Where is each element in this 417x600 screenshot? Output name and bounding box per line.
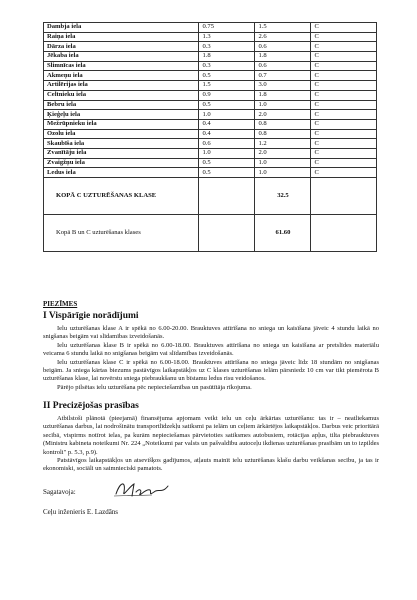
street-row [44,23,377,33]
street-name: Mežrūpnieku iela [44,119,199,129]
street-name: Celtnieku iela [44,90,199,100]
street-name: Skaubīša iela [44,139,199,149]
summary-empty-cell [311,178,377,215]
street-name: Dārza iela [44,42,199,52]
value-b: 2.0 [255,110,311,120]
street-name: Slimnīcas iela [44,61,199,71]
street-row [44,110,377,120]
value-b: 1.5 [255,23,311,33]
value-a: 0.5 [199,168,255,178]
value-b: 1.2 [255,139,311,149]
notes-heading: PIEZĪMES [43,300,78,308]
value-b: 2.6 [255,32,311,42]
street-name: Jēkaba iela [44,52,199,62]
street-row [44,119,377,129]
maintenance-class: C [311,110,377,120]
street-row [44,139,377,149]
maintenance-class: C [311,42,377,52]
value-b: 0.6 [255,61,311,71]
value-b: 1.0 [255,100,311,110]
street-row [44,61,377,71]
street-row [44,81,377,91]
maintenance-class: C [311,158,377,168]
value-b: 0.8 [255,129,311,139]
maintenance-class: C [311,168,377,178]
value-b: 0.7 [255,71,311,81]
summary-class-bc-value: 61.60 [255,215,311,252]
streets-table [43,22,377,252]
value-a: 0.75 [199,23,255,33]
maintenance-class: C [311,32,377,42]
value-b: 0.6 [255,42,311,52]
value-a: 0.5 [199,71,255,81]
maintenance-class: C [311,81,377,91]
value-b: 1.8 [255,90,311,100]
maintenance-class: C [311,129,377,139]
maintenance-class: C [311,23,377,33]
prepared-by-label: Sagatavoja: [43,488,76,496]
streets-table-body [44,23,377,178]
street-row [44,52,377,62]
section-1-body [43,325,379,392]
street-row [44,100,377,110]
street-name: Ledus iela [44,168,199,178]
street-name: Zvaigžņu iela [44,158,199,168]
street-name: Dambja iela [44,23,199,33]
street-row [44,42,377,52]
street-row [44,158,377,168]
section-1-paragraph: Ielu uzturēšanas klase A ir spēkā no 6.00-20.00. Brauktuves attīrīšana no sniega un kaisīšana jāveic 4 stundu laikā no snigšanas beigām vai slīdamības izveidošanās. [43,325,379,341]
street-name: Akmeņu iela [44,71,199,81]
section-2-title: II Precizējošas prasības [43,401,139,411]
value-a: 0.9 [199,90,255,100]
street-row [44,168,377,178]
section-2-paragraph: Patstāvīgos laikapstākļos un atsevišķos gadījumos, atļauts mainīt ielu uzturēšanas klašu darbu veikšanas secību, ja tas ir ekonomiski, sociāli un saimnieciski pamatots. [43,457,379,473]
street-row [44,148,377,158]
summary-empty-cell [199,215,255,252]
value-b: 2.0 [255,148,311,158]
value-a: 1.0 [199,148,255,158]
value-b: 1.0 [255,158,311,168]
street-name: Ozolu iela [44,129,199,139]
value-b: 1.8 [255,52,311,62]
engineer-name: Ceļu inženieris E. Lazdāns [43,508,119,516]
maintenance-class: C [311,71,377,81]
value-b: 3.0 [255,81,311,91]
street-name: Bebru iela [44,100,199,110]
value-a: 0.5 [199,158,255,168]
summary-class-c-value: 32.5 [255,178,311,215]
street-row [44,90,377,100]
value-b: 0.8 [255,119,311,129]
value-a: 0.4 [199,119,255,129]
summary-class-bc-label: Kopā B un C uzturēšanas klases [44,215,199,252]
maintenance-class: C [311,61,377,71]
maintenance-class: C [311,52,377,62]
street-name: Artilērijas iela [44,81,199,91]
value-a: 1.8 [199,52,255,62]
summary-empty-cell [311,215,377,252]
section-1-paragraph: Ielu uzturēšanas klase B ir spēkā no 6.00-18.00. Brauktuves attīrīšana no sniega un kaisīšana ar pretslīdes materiālu veicama 6 stundu laikā no snigšanas beigām vai slīdamības izveidošanās. [43,341,379,358]
street-name: Ķieģeļu iela [44,110,199,120]
section-1-paragraph: Ielu uzturēšanas klase C ir spēkā no 6.00-18.00. Brauktuves attīrīšana no sniega jāveic līdz 18 stundām no snigšanas beigām. Ja sniega kārtas biezums pastāvīgos laikapstākļos uz C klases uzturēšanas ielām pārsniedz 10 cm var tikt piemērota B uzturēšanas klase, lai novērstu sniega piebraukšanu un bīstamu ledus risu veidošanos. [43,358,379,383]
value-a: 1.3 [199,32,255,42]
section-1-paragraph: Pārējo pilsētas ielu uzturēšana pēc nepieciešamības un pasūtītāja rīkojuma. [57,383,252,391]
section-2-body [43,415,379,474]
maintenance-class: C [311,90,377,100]
value-a: 0.5 [199,100,255,110]
value-a: 0.6 [199,139,255,149]
street-row [44,129,377,139]
street-name: Raiņa iela [44,32,199,42]
value-a: 0.3 [199,61,255,71]
summary-row-class-c [44,178,377,215]
maintenance-class: C [311,100,377,110]
summary-row-class-bc [44,215,377,252]
handwritten-signature [112,478,172,500]
value-b: 1.0 [255,168,311,178]
summary-empty-cell [199,178,255,215]
street-name: Zvanītāju iela [44,148,199,158]
value-a: 1.0 [199,110,255,120]
maintenance-class: C [311,139,377,149]
street-row [44,32,377,42]
maintenance-class: C [311,119,377,129]
summary-class-c-label: KOPĀ C UZTURĒŠANAS KLASE [44,178,199,215]
value-a: 0.4 [199,129,255,139]
maintenance-class: C [311,148,377,158]
street-row [44,71,377,81]
value-a: 0.3 [199,42,255,52]
section-2-paragraph: Atbilstoši plānotā (pieejamā) finansējuma apjomam veikt ielu un ceļu ārkārtas uzturēšanu: tas ir – neatliekamus uzturēšanas darbus, lai nodrošinātu transportlīdzekļu satiksmi pa ielām un ceļiem ārkārtējos laikapstākļos. Darbus veic prioritārā secībā, vispirms notīrot ielas, pa kurām nepieciešamas pārvietoties satiksmes autobusiem, rotācijas apļus, tilta piebrauktuves (Ministru kabineta noteikumi Nr. 224 „Noteikumi par valsts un pašvaldību autoceļu ikdienas uzturēšanas prasībām un to izpildes kontroli" p. 5.3, p.9). [43,415,379,456]
section-1-title: I Vispārīgie norādījumi [43,311,139,321]
value-a: 1.5 [199,81,255,91]
